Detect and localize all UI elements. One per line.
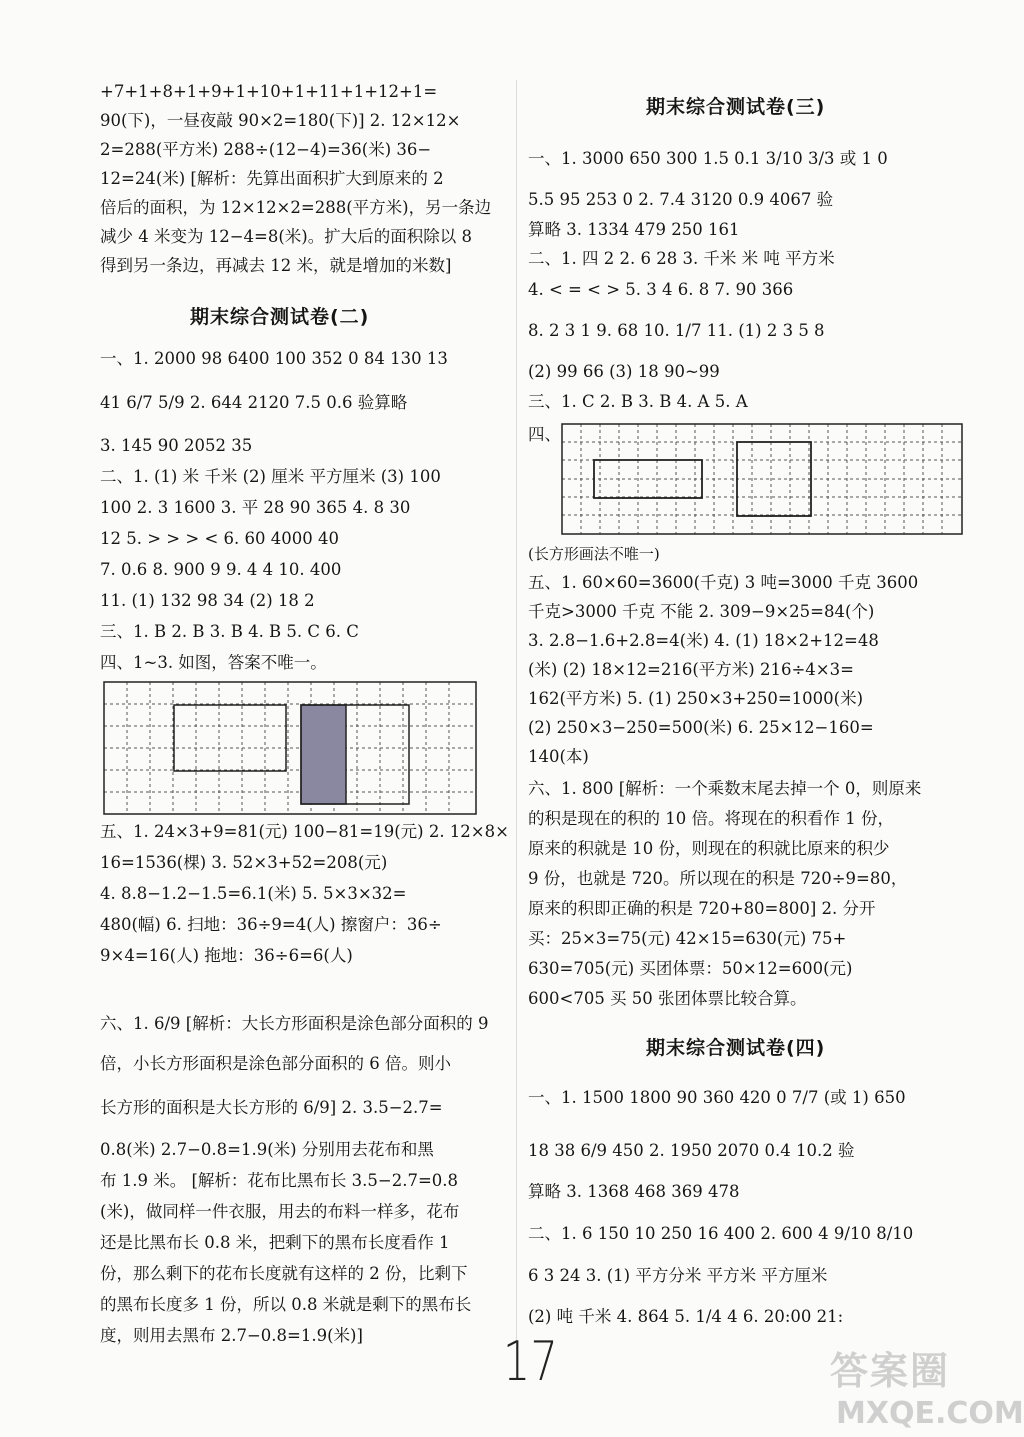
text-line: 8. 2 3 1 9. 68 10. 1/7 11. (1) 2 3 5 8 — [528, 321, 825, 340]
small-rectangle — [174, 705, 286, 771]
text-line: 11. (1) 132 98 34 (2) 18 2 — [100, 591, 315, 610]
text-line: (2) 99 66 (3) 18 90~99 — [528, 362, 720, 381]
text-line: 600<705 买 50 张团体票比较合算。 — [528, 989, 807, 1008]
watermark-url: MXQE.COM — [836, 1396, 1024, 1431]
text-line: 的黑布长度多 1 份，所以 0.8 米就是剩下的黑布长 — [100, 1295, 472, 1314]
text-line: 一、1. 3000 650 300 1.5 0.1 3/10 3/3 或 1 0 — [528, 149, 888, 168]
text-line: 布 1.9 米。 [解析：花布比黑布长 3.5−2.7=0.8 — [100, 1171, 459, 1190]
text-line: 倍，小长方形面积是涂色部分面积的 6 倍。则小 — [100, 1054, 451, 1073]
shaded-rectangle — [301, 705, 346, 804]
text-line: 六、1. 800 [解析：一个乘数末尾去掉一个 0，则原来 — [528, 779, 922, 798]
text-line: 的积是现在的积的 10 倍。将现在的积看作 1 份， — [528, 809, 894, 828]
text-line: 六、1. 6/9 [解析：大长方形面积是涂色部分面积的 9 — [100, 1014, 489, 1033]
text-line: 二、1. (1) 米 千米 (2) 厘米 平方厘米 (3) 100 — [100, 467, 441, 486]
text-line: 630=705(元) 买团体票：50×12=600(元) — [528, 959, 853, 978]
text-line: 度，则用去黑布 2.7−0.8=1.9(米)] — [100, 1326, 363, 1345]
text-line: 二、1. 四 2 2. 6 28 3. 千米 米 吨 平方米 — [528, 249, 835, 268]
text-line: 90(下)，一昼夜敲 90×2=180(下)] 2. 12×12× — [100, 111, 461, 130]
text-line: (米)，做同样一件衣服，用去的布料一样多，花布 — [100, 1202, 460, 1221]
page-number: 17 — [502, 1330, 558, 1393]
text-line: 12=24(米) [解析：先算出面积扩大到原来的 2 — [100, 169, 444, 188]
text-line: +7+1+8+1+9+1+10+1+11+1+12+1= — [100, 82, 438, 101]
text-line: 三、1. C 2. B 3. B 4. A 5. A — [528, 392, 748, 411]
text-line: (米) (2) 18×12=216(平方米) 216÷4×3= — [528, 660, 854, 679]
text-line: 减少 4 米变为 12−4=8(米)。扩大后的面积除以 8 — [100, 227, 472, 246]
section-label: 四、 — [528, 425, 561, 444]
text-line: 6 3 24 3. (1) 平方分米 平方米 平方厘米 — [528, 1266, 828, 1285]
text-line: 162(平方米) 5. (1) 250×3+250=1000(米) — [528, 689, 864, 708]
text-line: 140(本) — [528, 747, 589, 766]
text-line: 四、1~3. 如图，答案不唯一。 — [100, 653, 327, 672]
text-line: 5.5 95 253 0 2. 7.4 3120 0.9 4067 验 — [528, 190, 834, 209]
text-line: 倍后的面积，为 12×12×2=288(平方米)，另一条边 — [100, 198, 492, 217]
text-line: 12 5. > > > < 6. 60 4000 40 — [100, 529, 339, 548]
grid-figure-test2 — [104, 682, 476, 814]
column-divider — [516, 80, 517, 1340]
text-line: 原来的积即正确的积是 720+80=800] 2. 分开 — [528, 899, 876, 918]
text-line: 3. 2.8−1.6+2.8=4(米) 4. (1) 18×2+12=48 — [528, 631, 879, 650]
text-line: 100 2. 3 1600 3. 平 28 90 365 4. 8 30 — [100, 498, 411, 517]
text-line: 16=1536(棵) 3. 52×3+52=208(元) — [100, 853, 388, 872]
text-line: (2) 250×3−250=500(米) 6. 25×12−160= — [528, 718, 874, 737]
grid-lines — [562, 424, 962, 534]
text-line: 原来的积就是 10 份，则现在的积就比原来的积少 — [528, 839, 890, 858]
text-line: 2=288(平方米) 288÷(12−4)=36(米) 36− — [100, 140, 432, 159]
text-line: 五、1. 60×60=3600(千克) 3 吨=3000 千克 3600 — [528, 573, 919, 592]
section-title-test4: 期末综合测试卷(四) — [646, 1037, 826, 1059]
text-line: 五、1. 24×3+9=81(元) 100−81=19(元) 2. 12×8× — [100, 822, 509, 841]
section-title-test3: 期末综合测试卷(三) — [646, 96, 826, 118]
text-line: 长方形的面积是大长方形的 6/9] 2. 3.5−2.7= — [100, 1098, 443, 1117]
text-line: 9×4=16(人) 拖地：36÷6=6(人) — [100, 946, 353, 965]
text-line: 一、1. 2000 98 6400 100 352 0 84 130 13 — [100, 349, 448, 368]
text-line: 4. 8.8−1.2−1.5=6.1(米) 5. 5×3×32= — [100, 884, 407, 903]
text-line: 得到另一条边，再减去 12 米，就是增加的米数] — [100, 256, 452, 275]
text-line: 3. 145 90 2052 35 — [100, 436, 253, 455]
text-line: 18 38 6/9 450 2. 1950 2070 0.4 10.2 验 — [528, 1141, 855, 1160]
text-line: 9 份，也就是 720。所以现在的积是 720÷9=80， — [528, 869, 908, 888]
grid-figure-test3 — [562, 424, 962, 534]
text-line: 算略 3. 1368 468 369 478 — [528, 1182, 740, 1201]
text-line: 千克>3000 千克 不能 2. 309−9×25=84(个) — [528, 602, 875, 621]
text-line: (2) 吨 千米 4. 864 5. 1/4 4 6. 20:00 21: — [528, 1307, 844, 1326]
text-line: 还是比黑布长 0.8 米，把剩下的黑布长度看作 1 — [100, 1233, 450, 1252]
text-line: 一、1. 1500 1800 90 360 420 0 7/7 (或 1) 650 — [528, 1088, 906, 1107]
text-line: 4. < = < > 5. 3 4 6. 8 7. 90 366 — [528, 280, 794, 299]
section-title-test2: 期末综合测试卷(二) — [190, 306, 370, 328]
text-line: 0.8(米) 2.7−0.8=1.9(米) 分别用去花布和黑 — [100, 1140, 434, 1159]
text-line: 买：25×3=75(元) 42×15=630(元) 75+ — [528, 929, 847, 948]
text-line: 算略 3. 1334 479 250 161 — [528, 220, 740, 239]
grid-note: (长方形画法不唯一) — [528, 545, 660, 563]
text-line: 7. 0.6 8. 900 9 9. 4 4 10. 400 — [100, 560, 342, 579]
text-line: 41 6/7 5/9 2. 644 2120 7.5 0.6 验算略 — [100, 393, 408, 412]
watermark-logo: 答案圈 — [830, 1349, 951, 1393]
text-line: 480(幅) 6. 扫地：36÷9=4(人) 擦窗户：36÷ — [100, 915, 442, 934]
text-line: 二、1. 6 150 10 250 16 400 2. 600 4 9/10 8/10 — [528, 1224, 914, 1243]
text-line: 三、1. B 2. B 3. B 4. B 5. C 6. C — [100, 622, 359, 641]
grid-lines — [104, 682, 476, 814]
text-line: 份，那么剩下的花布长度就有这样的 2 份，比剩下 — [100, 1264, 468, 1283]
